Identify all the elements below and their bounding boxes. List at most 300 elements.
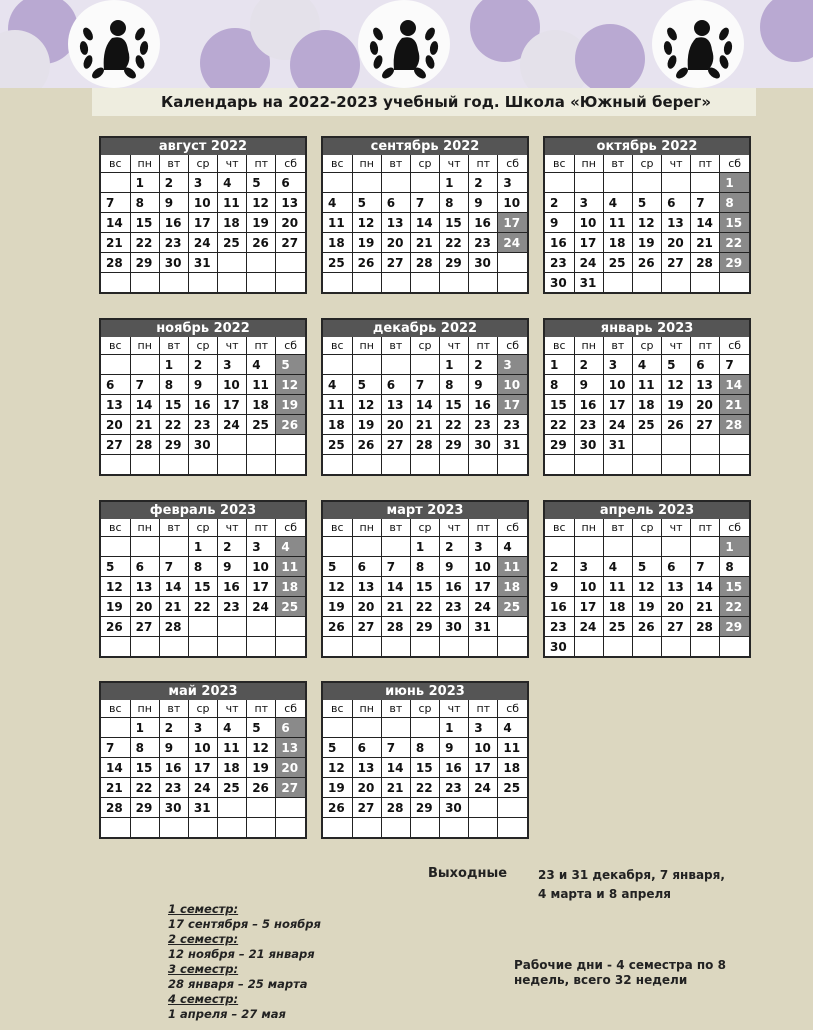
day-cell: 9 bbox=[574, 375, 603, 395]
week-row bbox=[323, 778, 527, 798]
day-cell: 14 bbox=[381, 577, 410, 597]
week-row bbox=[101, 375, 305, 395]
day-cell: 2 bbox=[469, 173, 498, 193]
day-cell: 28 bbox=[101, 253, 130, 273]
day-cell: 31 bbox=[188, 253, 217, 273]
day-cell: 28 bbox=[101, 798, 130, 818]
day-cell: 15 bbox=[545, 395, 574, 415]
day-cell: 16 bbox=[469, 395, 498, 415]
header-banner bbox=[0, 0, 813, 88]
day-cell bbox=[440, 455, 469, 475]
day-cell bbox=[159, 637, 188, 657]
day-cell: 18 bbox=[323, 415, 352, 435]
week-row bbox=[101, 637, 305, 657]
day-cell: 7 bbox=[101, 193, 130, 213]
day-cell: 28 bbox=[691, 253, 720, 273]
weekday-header: пт bbox=[469, 155, 498, 173]
day-cell: 18 bbox=[603, 597, 632, 617]
day-cell bbox=[691, 537, 720, 557]
day-cell bbox=[381, 718, 410, 738]
day-cell: 3 bbox=[498, 355, 527, 375]
day-cell bbox=[323, 818, 352, 838]
day-cell bbox=[352, 537, 381, 557]
weekday-header: вт bbox=[159, 337, 188, 355]
day-cell bbox=[498, 617, 527, 637]
week-row bbox=[101, 193, 305, 213]
day-cell: 6 bbox=[662, 557, 691, 577]
day-cell: 27 bbox=[691, 415, 720, 435]
weekday-header-row bbox=[323, 519, 527, 537]
day-cell: 29 bbox=[410, 798, 439, 818]
weekday-header: вс bbox=[323, 700, 352, 718]
weekday-header-row bbox=[101, 337, 305, 355]
semester-label: 1 семестр: bbox=[168, 902, 239, 916]
weekday-header: сб bbox=[276, 337, 305, 355]
month-calendar bbox=[321, 318, 529, 476]
month-table bbox=[323, 519, 527, 656]
week-row bbox=[545, 435, 749, 455]
week-row bbox=[323, 435, 527, 455]
weekday-header-row bbox=[323, 337, 527, 355]
day-cell: 21 bbox=[381, 778, 410, 798]
day-cell: 28 bbox=[410, 253, 439, 273]
day-cell: 21 bbox=[410, 415, 439, 435]
day-cell bbox=[276, 455, 305, 475]
week-row bbox=[545, 415, 749, 435]
weekday-header: ср bbox=[410, 519, 439, 537]
day-cell: 23 bbox=[218, 597, 247, 617]
day-cell: 27 bbox=[352, 617, 381, 637]
month-name: февраль 2023 bbox=[101, 502, 305, 519]
weekday-header: сб bbox=[276, 700, 305, 718]
day-cell bbox=[440, 637, 469, 657]
weekday-header: вт bbox=[603, 155, 632, 173]
day-cell: 25 bbox=[603, 617, 632, 637]
day-cell: 28 bbox=[381, 798, 410, 818]
weekday-header: вт bbox=[159, 519, 188, 537]
day-cell: 7 bbox=[410, 193, 439, 213]
day-cell: 27 bbox=[381, 253, 410, 273]
day-cell: 25 bbox=[218, 778, 247, 798]
weekday-header: чт bbox=[440, 519, 469, 537]
day-cell: 11 bbox=[218, 738, 247, 758]
day-cell bbox=[276, 253, 305, 273]
week-row bbox=[323, 233, 527, 253]
week-row bbox=[101, 273, 305, 293]
day-cell: 5 bbox=[632, 557, 661, 577]
month-calendar bbox=[99, 136, 307, 294]
day-cell: 2 bbox=[545, 193, 574, 213]
day-cell bbox=[662, 455, 691, 475]
day-cell: 31 bbox=[574, 273, 603, 293]
day-cell bbox=[545, 537, 574, 557]
day-cell: 7 bbox=[720, 355, 749, 375]
semesters-list bbox=[168, 902, 408, 1022]
day-cell: 13 bbox=[276, 738, 305, 758]
banner-decor-circle bbox=[290, 30, 360, 88]
day-cell bbox=[603, 273, 632, 293]
day-cell: 28 bbox=[410, 435, 439, 455]
weekday-header: вс bbox=[323, 155, 352, 173]
day-cell: 22 bbox=[545, 415, 574, 435]
day-cell: 11 bbox=[498, 738, 527, 758]
day-cell: 4 bbox=[218, 718, 247, 738]
day-cell bbox=[352, 173, 381, 193]
day-cell: 18 bbox=[603, 233, 632, 253]
day-cell: 27 bbox=[276, 778, 305, 798]
day-cell: 4 bbox=[323, 193, 352, 213]
day-cell: 31 bbox=[469, 617, 498, 637]
day-cell: 3 bbox=[574, 557, 603, 577]
day-cell bbox=[632, 537, 661, 557]
day-cell: 22 bbox=[720, 597, 749, 617]
day-cell: 4 bbox=[632, 355, 661, 375]
day-cell bbox=[218, 435, 247, 455]
day-cell bbox=[218, 455, 247, 475]
week-row bbox=[545, 395, 749, 415]
day-cell: 1 bbox=[440, 718, 469, 738]
day-cell bbox=[101, 637, 130, 657]
day-cell: 26 bbox=[101, 617, 130, 637]
day-cell: 27 bbox=[352, 798, 381, 818]
day-cell bbox=[410, 818, 439, 838]
day-cell: 14 bbox=[101, 213, 130, 233]
day-cell bbox=[130, 537, 159, 557]
weekday-header: пт bbox=[247, 700, 276, 718]
day-cell: 10 bbox=[469, 557, 498, 577]
day-cell: 1 bbox=[159, 355, 188, 375]
week-row bbox=[323, 738, 527, 758]
day-cell: 18 bbox=[498, 577, 527, 597]
day-cell bbox=[720, 435, 749, 455]
day-cell: 26 bbox=[352, 435, 381, 455]
month-calendar bbox=[99, 681, 307, 839]
weekday-header: пт bbox=[247, 519, 276, 537]
day-cell: 19 bbox=[276, 395, 305, 415]
day-cell: 5 bbox=[247, 718, 276, 738]
day-cell bbox=[691, 455, 720, 475]
day-cell: 30 bbox=[469, 435, 498, 455]
weekday-header: вт bbox=[381, 700, 410, 718]
day-cell: 22 bbox=[130, 233, 159, 253]
day-cell: 25 bbox=[498, 597, 527, 617]
day-cell: 21 bbox=[691, 233, 720, 253]
week-row bbox=[323, 617, 527, 637]
day-cell bbox=[603, 537, 632, 557]
laurel-medal-icon bbox=[68, 0, 160, 88]
day-cell: 4 bbox=[247, 355, 276, 375]
day-cell: 19 bbox=[632, 233, 661, 253]
weekday-header: сб bbox=[498, 155, 527, 173]
weekday-header: пн bbox=[352, 700, 381, 718]
day-cell: 11 bbox=[323, 213, 352, 233]
weekday-header-row bbox=[101, 155, 305, 173]
day-cell: 29 bbox=[545, 435, 574, 455]
day-cell: 23 bbox=[469, 233, 498, 253]
weekday-header: пт bbox=[247, 155, 276, 173]
day-cell: 8 bbox=[188, 557, 217, 577]
month-name: апрель 2023 bbox=[545, 502, 749, 519]
weekday-header: сб bbox=[498, 337, 527, 355]
day-cell bbox=[352, 273, 381, 293]
weekday-header: сб bbox=[276, 155, 305, 173]
day-cell: 23 bbox=[440, 597, 469, 617]
week-row bbox=[545, 173, 749, 193]
weekday-header: вт bbox=[603, 337, 632, 355]
day-cell: 1 bbox=[720, 537, 749, 557]
day-cell: 3 bbox=[218, 355, 247, 375]
day-cell: 3 bbox=[469, 718, 498, 738]
day-cell: 1 bbox=[130, 173, 159, 193]
day-cell bbox=[662, 173, 691, 193]
holidays-line: 4 марта и 8 апреля bbox=[538, 887, 671, 901]
day-cell: 24 bbox=[188, 778, 217, 798]
weekday-header: чт bbox=[218, 700, 247, 718]
weekday-header: вт bbox=[381, 519, 410, 537]
day-cell bbox=[101, 818, 130, 838]
day-cell bbox=[101, 173, 130, 193]
day-cell bbox=[410, 455, 439, 475]
week-row bbox=[545, 557, 749, 577]
day-cell bbox=[469, 818, 498, 838]
day-cell: 6 bbox=[130, 557, 159, 577]
day-cell: 20 bbox=[352, 778, 381, 798]
day-cell: 30 bbox=[159, 253, 188, 273]
day-cell: 18 bbox=[247, 395, 276, 415]
month-calendar bbox=[99, 318, 307, 476]
day-cell: 21 bbox=[691, 597, 720, 617]
day-cell: 11 bbox=[632, 375, 661, 395]
day-cell: 27 bbox=[662, 617, 691, 637]
weekday-header: пн bbox=[574, 155, 603, 173]
day-cell: 22 bbox=[440, 233, 469, 253]
weekday-header-row bbox=[545, 155, 749, 173]
day-cell: 9 bbox=[159, 738, 188, 758]
weekday-header: вт bbox=[381, 155, 410, 173]
month-table bbox=[323, 700, 527, 837]
weekday-header: пн bbox=[574, 519, 603, 537]
day-cell bbox=[691, 637, 720, 657]
day-cell: 14 bbox=[410, 213, 439, 233]
month-table bbox=[545, 337, 749, 474]
day-cell: 20 bbox=[130, 597, 159, 617]
day-cell: 2 bbox=[188, 355, 217, 375]
day-cell bbox=[276, 273, 305, 293]
day-cell: 13 bbox=[276, 193, 305, 213]
day-cell: 16 bbox=[574, 395, 603, 415]
day-cell: 24 bbox=[498, 233, 527, 253]
day-cell: 14 bbox=[159, 577, 188, 597]
day-cell: 24 bbox=[574, 253, 603, 273]
day-cell: 29 bbox=[720, 253, 749, 273]
day-cell bbox=[130, 637, 159, 657]
day-cell: 18 bbox=[632, 395, 661, 415]
day-cell bbox=[381, 273, 410, 293]
day-cell: 10 bbox=[603, 375, 632, 395]
week-row bbox=[323, 557, 527, 577]
day-cell: 25 bbox=[218, 233, 247, 253]
day-cell: 15 bbox=[440, 213, 469, 233]
day-cell: 18 bbox=[276, 577, 305, 597]
day-cell: 1 bbox=[545, 355, 574, 375]
day-cell: 8 bbox=[130, 193, 159, 213]
day-cell: 20 bbox=[381, 415, 410, 435]
week-row bbox=[545, 637, 749, 657]
day-cell: 5 bbox=[632, 193, 661, 213]
day-cell: 17 bbox=[218, 395, 247, 415]
day-cell bbox=[130, 273, 159, 293]
day-cell: 14 bbox=[410, 395, 439, 415]
day-cell bbox=[381, 818, 410, 838]
day-cell bbox=[410, 355, 439, 375]
weekday-header: вс bbox=[101, 519, 130, 537]
month-table bbox=[101, 155, 305, 292]
weekday-header: вс bbox=[101, 155, 130, 173]
day-cell: 26 bbox=[247, 778, 276, 798]
day-cell: 1 bbox=[440, 173, 469, 193]
day-cell: 17 bbox=[188, 758, 217, 778]
weekday-header: вс bbox=[545, 155, 574, 173]
day-cell: 21 bbox=[101, 778, 130, 798]
day-cell: 9 bbox=[545, 577, 574, 597]
day-cell: 17 bbox=[469, 758, 498, 778]
day-cell: 26 bbox=[632, 253, 661, 273]
day-cell: 10 bbox=[574, 213, 603, 233]
weekday-header: чт bbox=[662, 155, 691, 173]
day-cell: 8 bbox=[720, 193, 749, 213]
day-cell: 3 bbox=[188, 718, 217, 738]
day-cell: 16 bbox=[545, 233, 574, 253]
weekday-header: чт bbox=[440, 337, 469, 355]
weekday-header: пн bbox=[130, 519, 159, 537]
day-cell bbox=[720, 637, 749, 657]
holidays-line: 23 и 31 декабря, 7 января, bbox=[538, 868, 725, 882]
day-cell bbox=[381, 537, 410, 557]
day-cell: 10 bbox=[498, 375, 527, 395]
weekday-header: пт bbox=[469, 700, 498, 718]
day-cell bbox=[276, 435, 305, 455]
day-cell: 2 bbox=[159, 718, 188, 738]
day-cell: 29 bbox=[440, 253, 469, 273]
day-cell bbox=[662, 273, 691, 293]
weekday-header: пт bbox=[691, 337, 720, 355]
weekday-header: чт bbox=[662, 337, 691, 355]
day-cell bbox=[691, 435, 720, 455]
day-cell: 16 bbox=[188, 395, 217, 415]
day-cell bbox=[247, 818, 276, 838]
day-cell: 7 bbox=[381, 738, 410, 758]
day-cell: 23 bbox=[574, 415, 603, 435]
day-cell bbox=[323, 455, 352, 475]
day-cell: 21 bbox=[720, 395, 749, 415]
week-row bbox=[323, 273, 527, 293]
month-name: декабрь 2022 bbox=[323, 320, 527, 337]
week-row bbox=[323, 758, 527, 778]
week-row bbox=[545, 375, 749, 395]
day-cell: 14 bbox=[101, 758, 130, 778]
day-cell: 24 bbox=[603, 415, 632, 435]
day-cell: 16 bbox=[469, 213, 498, 233]
weekday-header: вс bbox=[323, 519, 352, 537]
day-cell bbox=[720, 455, 749, 475]
day-cell bbox=[247, 273, 276, 293]
day-cell: 26 bbox=[323, 798, 352, 818]
day-cell: 21 bbox=[159, 597, 188, 617]
month-table bbox=[101, 519, 305, 656]
day-cell bbox=[632, 273, 661, 293]
day-cell: 1 bbox=[440, 355, 469, 375]
day-cell: 11 bbox=[498, 557, 527, 577]
day-cell: 28 bbox=[720, 415, 749, 435]
week-row bbox=[323, 213, 527, 233]
day-cell: 22 bbox=[188, 597, 217, 617]
day-cell: 14 bbox=[130, 395, 159, 415]
weekday-header-row bbox=[323, 700, 527, 718]
week-row bbox=[101, 577, 305, 597]
weekday-header: чт bbox=[662, 519, 691, 537]
day-cell: 30 bbox=[440, 617, 469, 637]
day-cell: 17 bbox=[188, 213, 217, 233]
day-cell bbox=[352, 355, 381, 375]
day-cell: 19 bbox=[323, 778, 352, 798]
day-cell: 12 bbox=[662, 375, 691, 395]
day-cell bbox=[323, 537, 352, 557]
day-cell: 21 bbox=[410, 233, 439, 253]
month-table bbox=[323, 155, 527, 292]
day-cell: 12 bbox=[323, 577, 352, 597]
day-cell bbox=[498, 253, 527, 273]
week-row bbox=[101, 233, 305, 253]
day-cell bbox=[410, 173, 439, 193]
day-cell: 3 bbox=[498, 173, 527, 193]
day-cell: 8 bbox=[440, 375, 469, 395]
day-cell bbox=[381, 455, 410, 475]
day-cell: 26 bbox=[632, 617, 661, 637]
day-cell: 7 bbox=[159, 557, 188, 577]
week-row bbox=[101, 355, 305, 375]
week-row bbox=[545, 213, 749, 233]
day-cell: 15 bbox=[720, 213, 749, 233]
day-cell bbox=[101, 718, 130, 738]
month-calendar bbox=[543, 318, 751, 476]
day-cell: 12 bbox=[323, 758, 352, 778]
week-row bbox=[101, 818, 305, 838]
day-cell: 6 bbox=[276, 718, 305, 738]
month-name: ноябрь 2022 bbox=[101, 320, 305, 337]
day-cell: 4 bbox=[276, 537, 305, 557]
day-cell: 24 bbox=[469, 778, 498, 798]
day-cell: 12 bbox=[352, 213, 381, 233]
day-cell: 9 bbox=[469, 193, 498, 213]
day-cell: 16 bbox=[159, 758, 188, 778]
day-cell: 11 bbox=[247, 375, 276, 395]
week-row bbox=[545, 193, 749, 213]
day-cell: 19 bbox=[247, 213, 276, 233]
day-cell: 2 bbox=[469, 355, 498, 375]
weekday-header: ср bbox=[410, 155, 439, 173]
day-cell bbox=[662, 435, 691, 455]
day-cell: 22 bbox=[720, 233, 749, 253]
day-cell: 21 bbox=[130, 415, 159, 435]
day-cell: 19 bbox=[101, 597, 130, 617]
week-row bbox=[545, 355, 749, 375]
day-cell: 20 bbox=[352, 597, 381, 617]
week-row bbox=[101, 617, 305, 637]
day-cell: 20 bbox=[381, 233, 410, 253]
day-cell: 5 bbox=[323, 738, 352, 758]
weekday-header: пн bbox=[352, 155, 381, 173]
day-cell: 4 bbox=[323, 375, 352, 395]
